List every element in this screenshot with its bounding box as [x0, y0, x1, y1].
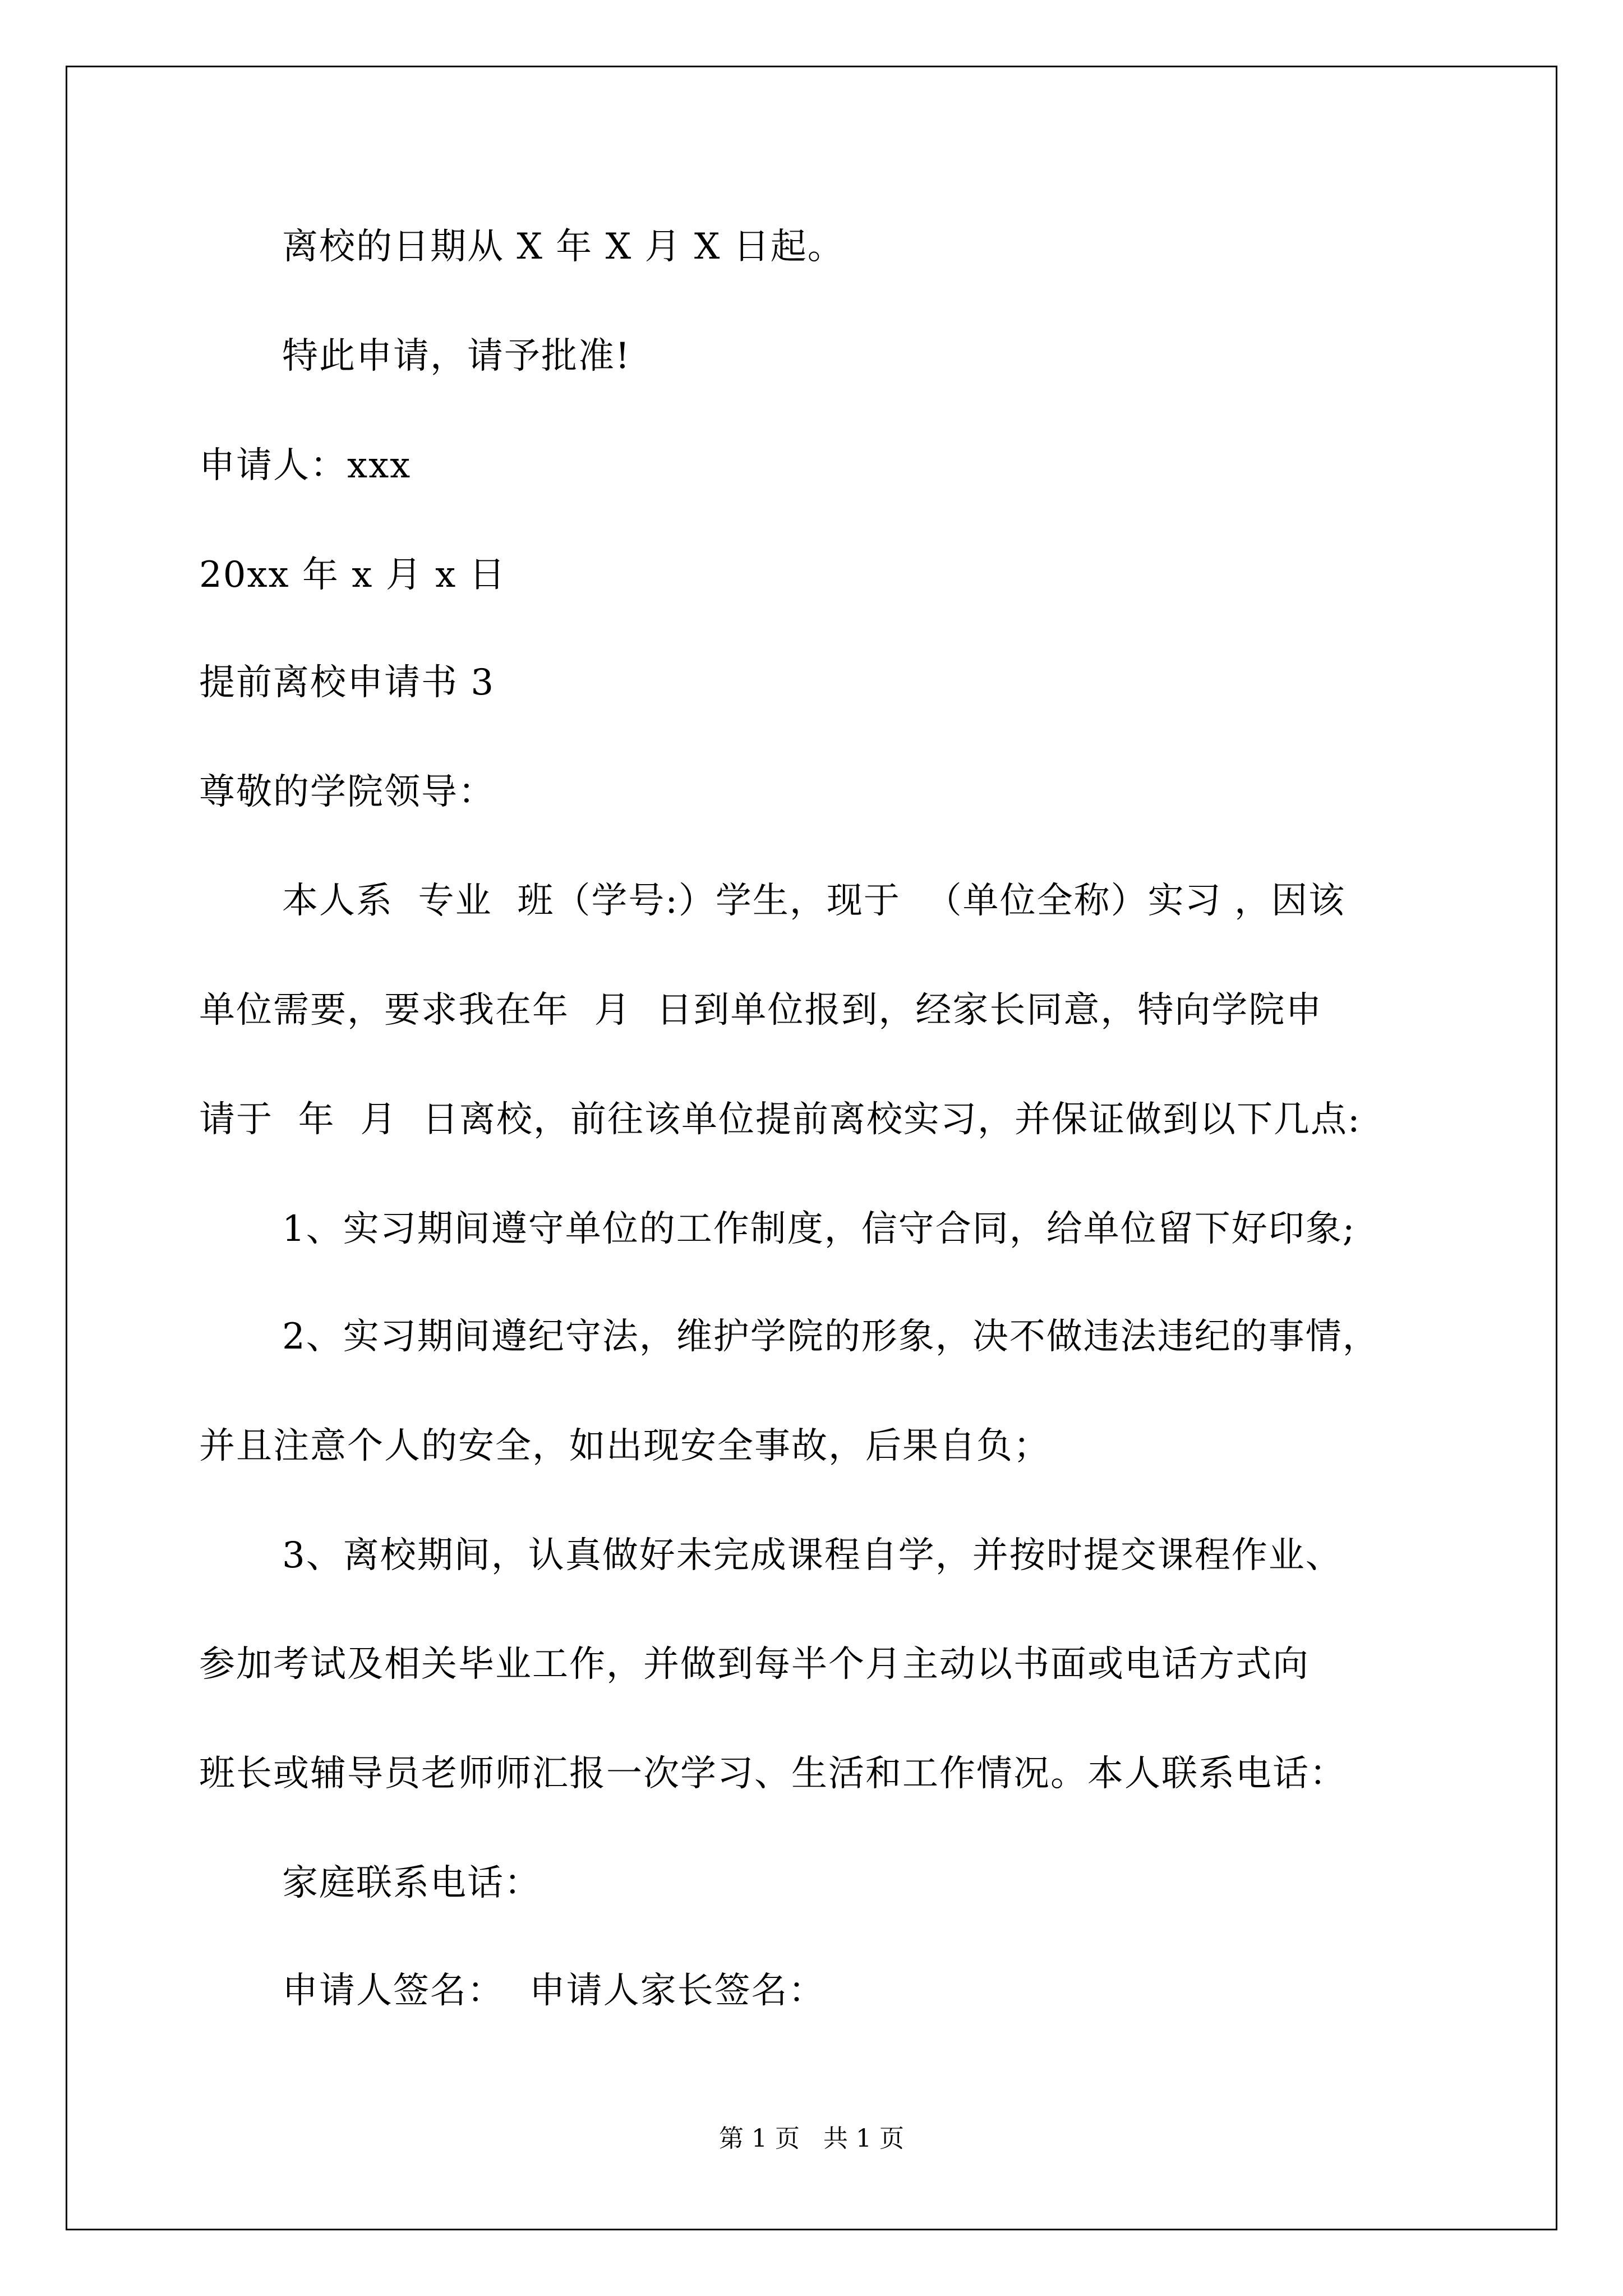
approval-request-line: 特此申请，请予批准!: [282, 335, 631, 377]
date-line: 20xx 年 x 月 x 日: [199, 554, 506, 596]
list-item-1: 1、实习期间遵守单位的工作制度，信守合同，给单位留下好印象;: [282, 1208, 1356, 1250]
list-item-3-continued: 班长或辅导员老师师汇报一次学习、生活和工作情况。本人联系电话：: [199, 1753, 1347, 1795]
salutation: 尊敬的学院领导：: [199, 771, 495, 813]
signature-line: 申请人签名： 申请人家长签名：: [282, 1970, 826, 2012]
list-item-2: 2、实习期间遵纪守法，维护学院的形象，决不做违法违纪的事情，: [282, 1316, 1380, 1358]
departure-date-line: 离校的日期从 X 年 X 月 X 日起。: [282, 226, 845, 268]
list-item-3-continued: 参加考试及相关毕业工作，并做到每半个月主动以书面或电话方式向: [199, 1644, 1310, 1685]
applicant-line: 申请人：xxx: [199, 445, 412, 486]
body-paragraph-line: 请于 年 月 日离校，前往该单位提前离校实习，并保证做到以下几点:: [199, 1099, 1361, 1140]
page-border: [66, 66, 1557, 2230]
body-paragraph-line: 单位需要，要求我在年 月 日到单位报到，经家长同意，特向学院申: [199, 990, 1323, 1031]
document-title: 提前离校申请书 3: [199, 662, 495, 703]
family-phone-line: 家庭联系电话：: [282, 1862, 541, 1904]
page-number: 第 1 页 共 1 页: [719, 2124, 904, 2153]
list-item-2-continued: 并且注意个人的安全，如出现安全事故，后果自负；: [199, 1425, 1050, 1467]
list-item-3: 3、离校期间，认真做好未完成课程自学，并按时提交课程作业、: [282, 1535, 1343, 1576]
body-paragraph-line: 本人系 专业 班（学号:）学生，现于 （单位全称）实习 ，因该: [282, 880, 1345, 922]
